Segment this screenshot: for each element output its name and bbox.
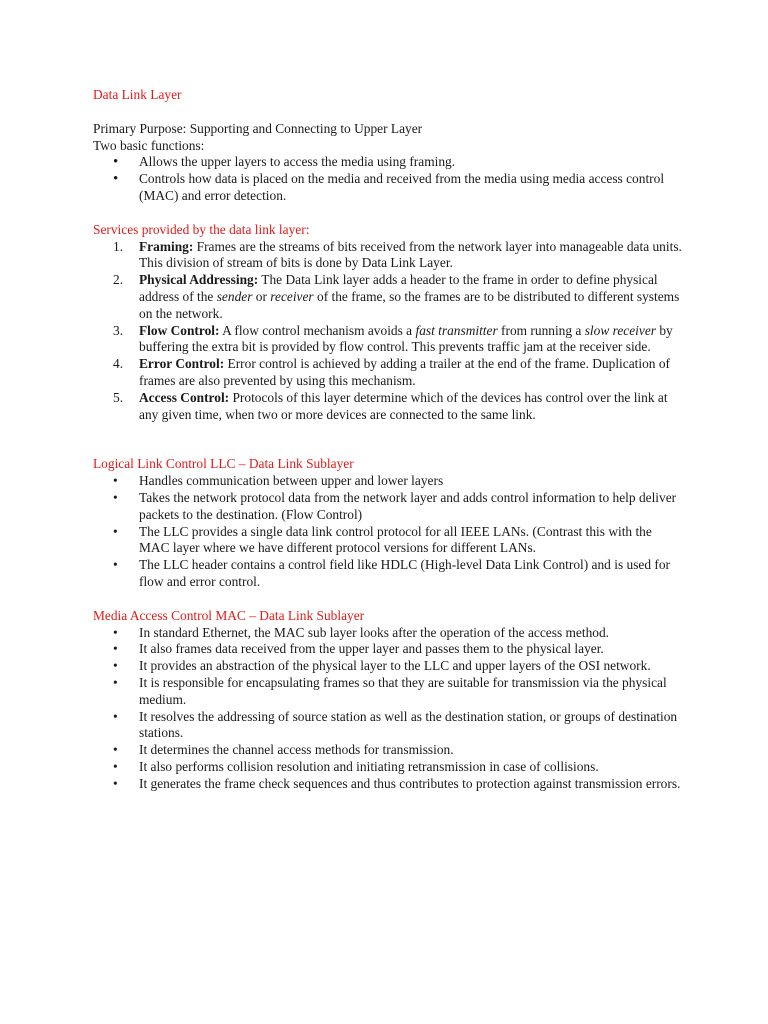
list-item: 4. Error Control: Error control is achieved by adding a trailer at the end of the frame. Duplication of frames are also prevented by using this mechanism.	[113, 356, 670, 388]
list-item: • Allows the upper layers to access the media using framing.	[113, 154, 456, 171]
list-item: 1. Framing: Frames are the streams of bits received from the network layer into manageable data units. This division of stream of bits is done by Data Link Layer.	[113, 238, 682, 271]
bullet-icon: •	[113, 473, 118, 489]
section-heading-llc: Logical Link Control LLC – Data Link Sublayer	[93, 456, 354, 472]
list-item: • It generates the frame check sequences and thus contributes to protection against transmission errors.	[113, 775, 681, 791]
list-item: 3. Flow Control: A flow control mechanism avoids a fast transmitter from running a slow receiver by buffering the extra bit is provided by flow control. This prevents traffic jam at the receiver side.	[113, 322, 673, 355]
bullet-icon: •	[113, 775, 118, 791]
bullet-icon: •	[113, 154, 119, 171]
list-item: • It also frames data received from the upper layer and passes them to the physical layer.	[113, 641, 604, 657]
functions-list	[93, 154, 683, 204]
primary-purpose: Primary Purpose: Supporting and Connecting to Upper Layer	[93, 120, 423, 136]
page-title: Data Link Layer	[93, 87, 182, 102]
bullet-icon: •	[113, 557, 118, 573]
mac-list	[93, 625, 683, 793]
services-list	[93, 239, 683, 424]
bullet-icon: •	[113, 674, 118, 690]
list-number: 5.	[113, 389, 124, 405]
bullet-icon: •	[113, 758, 118, 774]
bullet-icon: •	[113, 641, 118, 657]
list-item: • Controls how data is placed on the media and received from the media using media access control (MAC) and error detection.	[113, 171, 665, 203]
list-item: • The LLC header contains a control field like HDLC (High-level Data Link Control) and is used for flow and error control.	[113, 557, 671, 589]
bullet-icon: •	[113, 489, 118, 505]
bullet-icon: •	[113, 171, 119, 188]
list-number: 1.	[113, 238, 124, 254]
document-page	[93, 87, 683, 792]
list-item: 5. Access Control: Protocols of this layer determine which of the devices has control over the link at any given time, when two or more devices are connected to the same link.	[113, 389, 668, 422]
llc-list	[93, 473, 683, 591]
bullet-icon: •	[113, 708, 118, 724]
list-item: 2. Physical Addressing: The Data Link layer adds a header to the frame in order to define physical address of the sender or receiver of the frame, so the frames are to be distributed to different systems on the network.	[113, 272, 680, 321]
list-item: • Handles communication between upper and lower layers	[113, 473, 444, 489]
list-item: • It provides an abstraction of the physical layer to the LLC and upper layers of the OSI network.	[113, 658, 651, 674]
list-item: • The LLC provides a single data link control protocol for all IEEE LANs. (Contrast this with the MAC layer where we have different protocol versions for different LANs.	[113, 523, 652, 556]
list-item: • It determines the channel access methods for transmission.	[113, 742, 454, 758]
list-item: • It also performs collision resolution and initiating retransmission in case of collisions.	[113, 758, 599, 774]
list-item: • It is responsible for encapsulating frames so that they are suitable for transmission via the physical medium.	[113, 674, 667, 707]
list-number: 2.	[113, 272, 124, 288]
section-heading-services: Services provided by the data link layer:	[93, 221, 310, 237]
bullet-icon: •	[113, 658, 118, 674]
list-item: • Takes the network protocol data from the network layer and adds control information to help deliver packets to the destination. (Flow Control)	[113, 489, 677, 522]
list-number: 3.	[113, 322, 124, 338]
bullet-icon: •	[113, 624, 118, 640]
functions-intro: Two basic functions:	[93, 137, 205, 153]
section-heading-mac: Media Access Control MAC – Data Link Sublayer	[93, 607, 365, 623]
bullet-icon: •	[113, 742, 118, 758]
bullet-icon: •	[113, 523, 118, 539]
list-number: 4.	[113, 356, 124, 372]
list-item: • In standard Ethernet, the MAC sub layer looks after the operation of the access method.	[113, 624, 610, 640]
list-item: • It resolves the addressing of source station as well as the destination station, or groups of destination stations.	[113, 708, 678, 741]
